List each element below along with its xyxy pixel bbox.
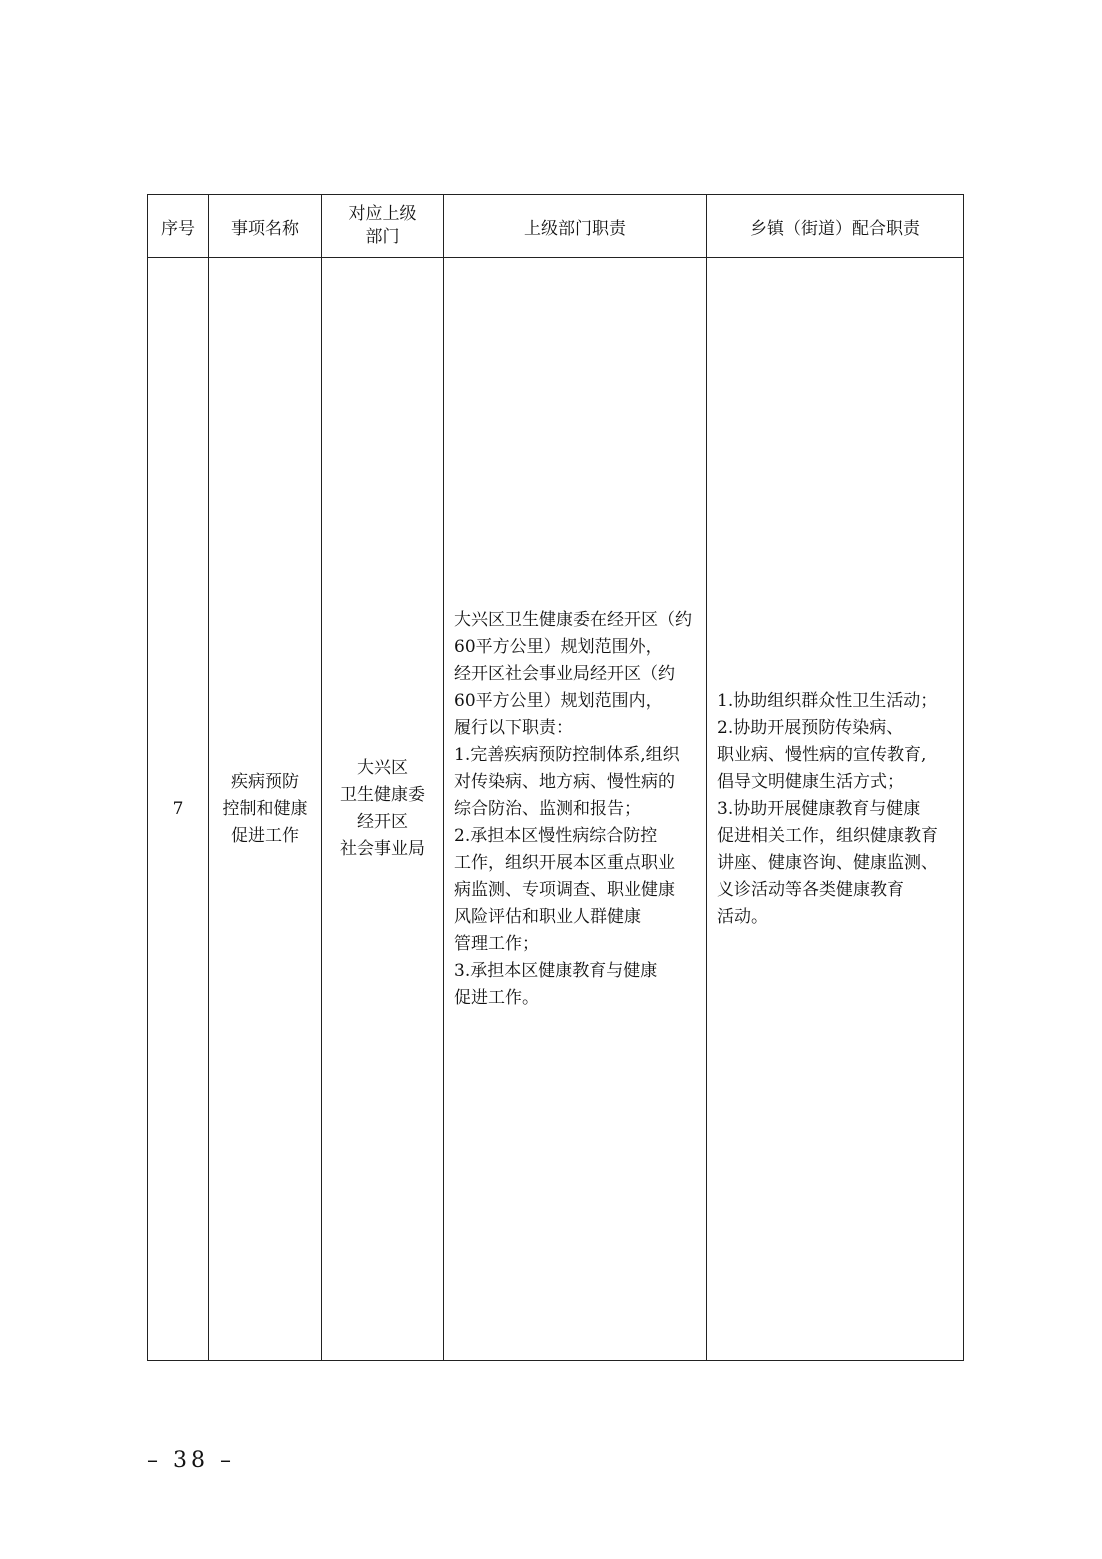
- text-line: 综合防治、监测和报告；: [454, 798, 641, 819]
- row-number: 7: [148, 258, 209, 1361]
- text-line: 卫生健康委: [340, 785, 425, 805]
- text-line: 倡导文明健康生活方式；: [717, 771, 904, 792]
- text-line: 促进相关工作，组织健康教育: [717, 825, 938, 846]
- header-department: [322, 195, 444, 258]
- text-line: 对传染病、地方病、慢性病的: [454, 771, 675, 792]
- text-line: 工作，组织开展本区重点职业: [454, 852, 675, 873]
- duty-table: [147, 194, 964, 1361]
- table-header-row: [148, 195, 964, 258]
- header-item-name: 事项名称: [209, 195, 322, 258]
- text-line: 3.协助开展健康教育与健康: [717, 798, 921, 819]
- text-line: 1.完善疾病预防控制体系,组织: [454, 744, 680, 765]
- text-line: 职业病、慢性病的宣传教育,: [717, 744, 927, 765]
- text-line: 履行以下职责：: [454, 717, 573, 738]
- header-department-line: 对应上级: [348, 204, 417, 224]
- text-line: 义诊活动等各类健康教育: [717, 879, 904, 900]
- text-line: 大兴区: [357, 758, 408, 778]
- header-upper-duties: 上级部门职责: [444, 195, 707, 258]
- header-number: 序号: [148, 195, 209, 258]
- text-line: 风险评估和职业人群健康: [454, 906, 641, 927]
- text-line: 疾病预防: [231, 771, 299, 792]
- text-line: 活动。: [717, 906, 768, 927]
- row-town-duties: [707, 258, 964, 1361]
- header-department-line: 部门: [365, 227, 400, 247]
- text-line: 60平方公里）规划范围外，: [454, 636, 663, 657]
- text-line: 3.承担本区健康教育与健康: [454, 960, 658, 981]
- text-line: 2.承担本区慢性病综合防控: [454, 825, 658, 846]
- table-row: [148, 258, 964, 1361]
- text-line: 大兴区卫生健康委在经开区（约: [454, 609, 692, 630]
- text-line: 病监测、专项调查、职业健康: [454, 879, 675, 900]
- row-upper-duties: [444, 258, 707, 1361]
- text-line: 控制和健康: [222, 798, 308, 819]
- text-line: 1.协助组织群众性卫生活动；: [717, 690, 938, 711]
- row-departments: [322, 258, 444, 1361]
- text-line: 经开区社会事业局经开区（约: [454, 663, 675, 684]
- text-line: 促进工作: [231, 825, 299, 846]
- page-number: – 38 –: [147, 1448, 235, 1473]
- text-line: 讲座、健康咨询、健康监测、: [717, 852, 938, 873]
- text-line: 60平方公里）规划范围内，: [454, 690, 663, 711]
- header-town-duties: 乡镇（街道）配合职责: [707, 195, 964, 258]
- text-line: 经开区: [357, 812, 408, 832]
- row-item-name: [209, 258, 322, 1361]
- text-line: 促进工作。: [454, 987, 539, 1008]
- text-line: 2.协助开展预防传染病、: [717, 717, 904, 738]
- text-line: 社会事业局: [340, 839, 425, 859]
- text-line: 管理工作；: [454, 933, 539, 954]
